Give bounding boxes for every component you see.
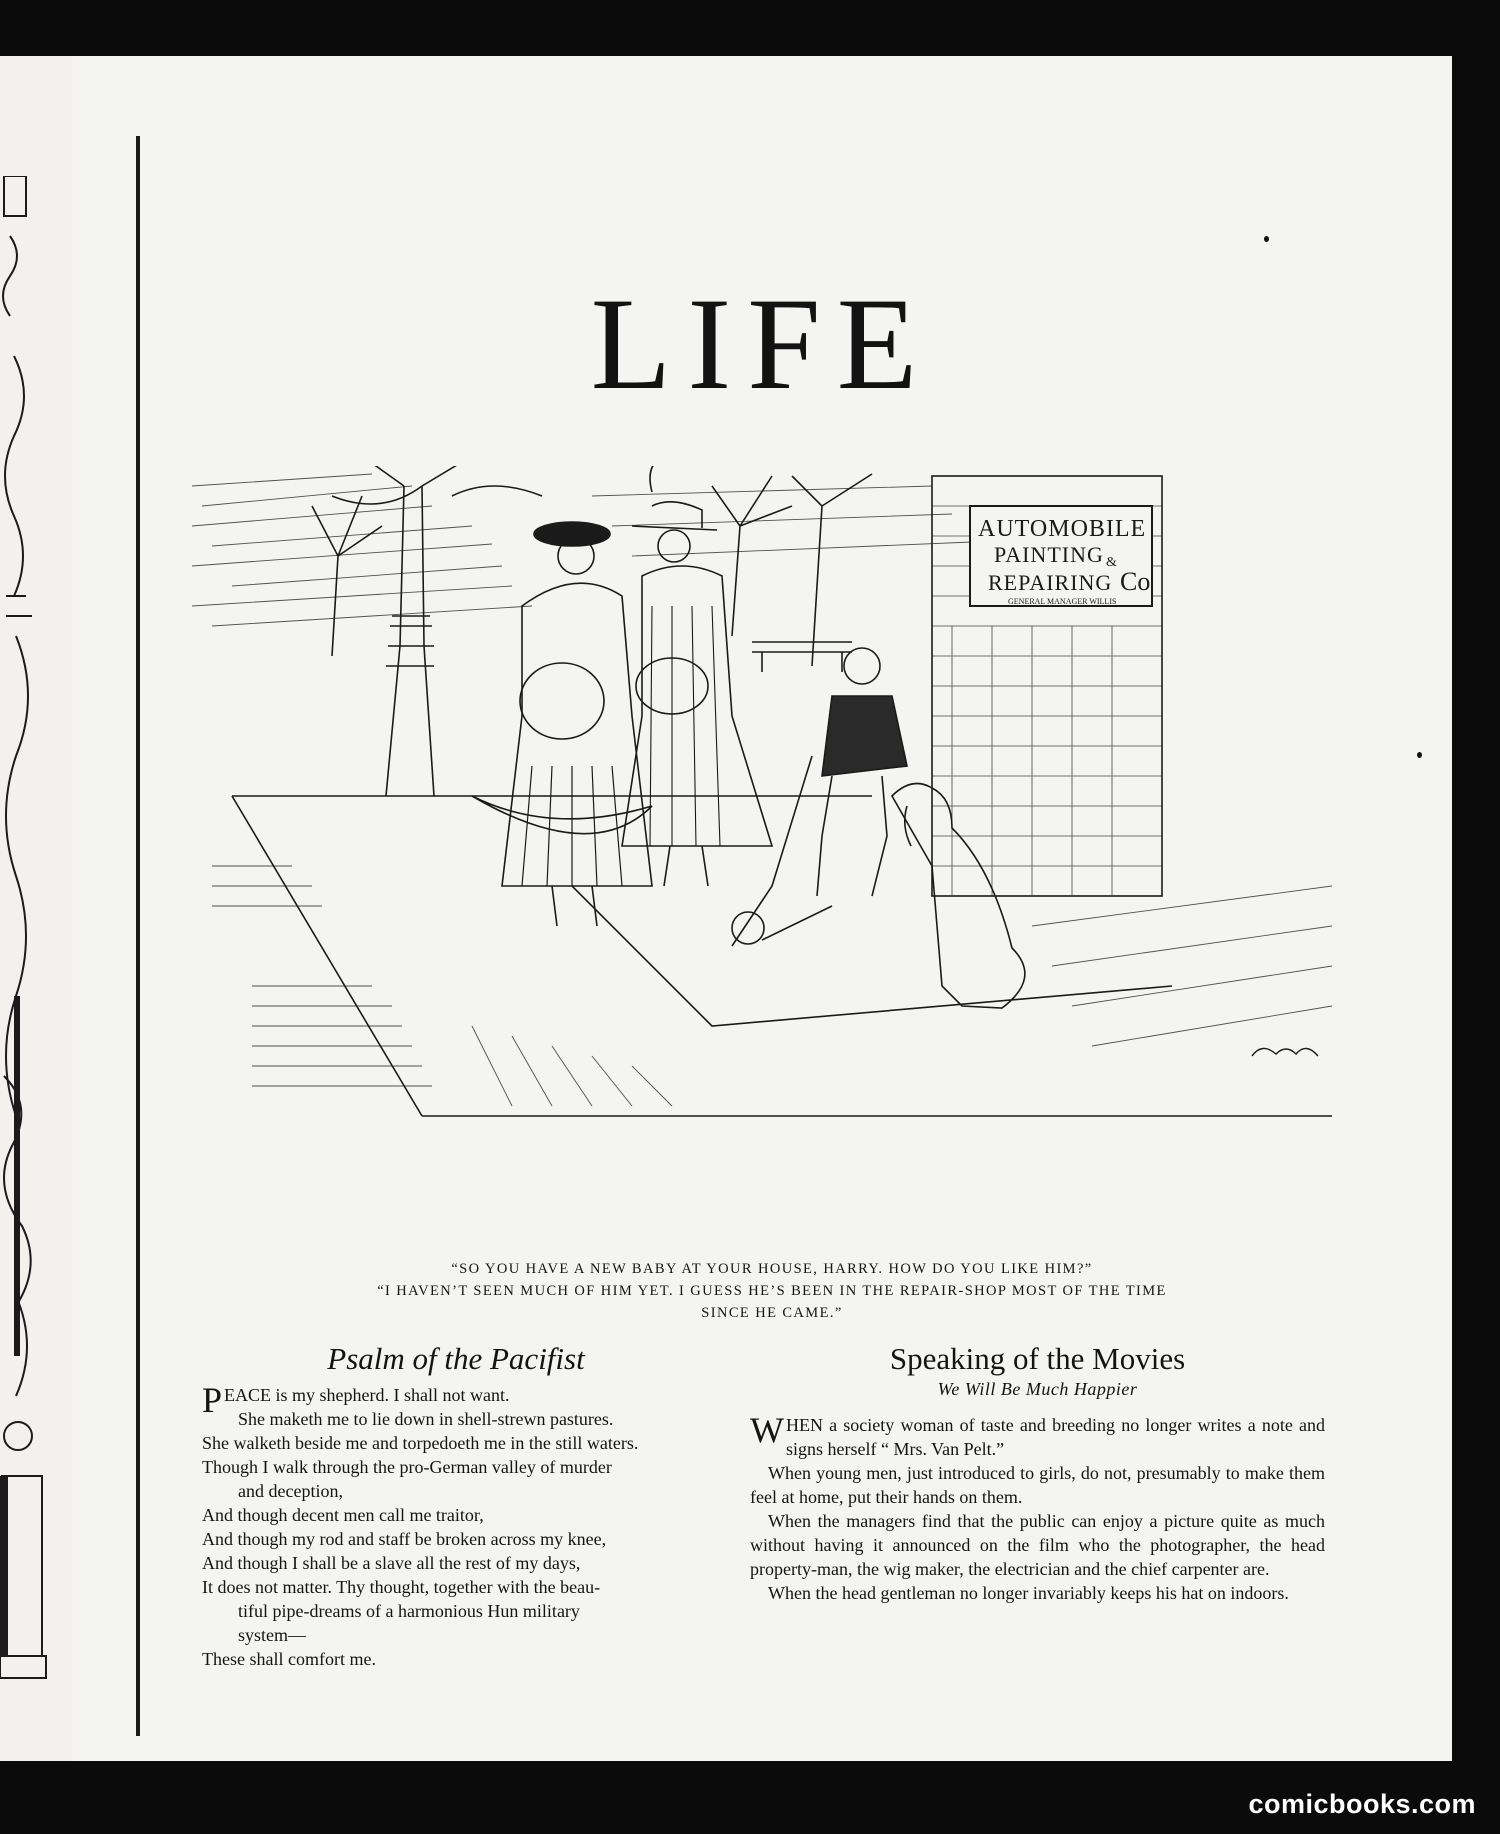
sign-line-1: AUTOMOBILE xyxy=(978,516,1147,542)
boy-with-scooter xyxy=(732,648,907,946)
poem-line: And though my rod and staff be broken across my knee, xyxy=(202,1529,607,1549)
poem-line: These shall comfort me. xyxy=(202,1649,376,1669)
article-paragraph: When the managers find that the public can enjoy a picture quite as much without having it announced on the film who the photographer, the head property-man, the wig maker, the electrician and the chief carpenter are. xyxy=(750,1511,1325,1579)
article-column xyxy=(750,1341,1325,1605)
sign-line-3: REPAIRING xyxy=(988,570,1113,595)
cartoon-caption xyxy=(322,1258,1222,1324)
sign-small-print: GENERAL MANAGER WILLIS xyxy=(1008,597,1117,606)
poem-line: And though I shall be a slave all the rest of my days, xyxy=(202,1553,581,1573)
article-paragraph: When young men, just introduced to girls, do not, presumably to make them feel at home, put their hands on them. xyxy=(750,1463,1325,1507)
cartoon-illustration xyxy=(172,466,1352,1246)
sign-co: Co xyxy=(1120,567,1151,596)
poem-line: Though I walk through the pro-German valley of murder xyxy=(202,1457,612,1477)
poem-title: Psalm of the Pacifist xyxy=(327,1341,585,1376)
poem-column xyxy=(202,1341,710,1671)
watermark-text: comicbooks.com xyxy=(1248,1789,1476,1819)
poem-line: tiful pipe-dreams of a harmonious Hun military xyxy=(238,1601,580,1621)
sky-hatching xyxy=(192,474,972,626)
poem-line: system— xyxy=(238,1625,307,1645)
poem-line: She maketh me to lie down in shell-strewn pastures. xyxy=(238,1409,614,1429)
magazine-page xyxy=(72,56,1452,1761)
poem-line: And though decent men call me traitor, xyxy=(202,1505,484,1525)
poem-line: and deception, xyxy=(238,1481,343,1501)
sign-line-2: PAINTING xyxy=(994,542,1104,567)
previous-page-edge xyxy=(0,56,78,1761)
ink-speck xyxy=(1264,236,1269,242)
tree-trunk xyxy=(362,466,472,796)
drop-cap: P xyxy=(202,1380,223,1420)
masthead-title: LIFE xyxy=(590,270,934,417)
poem-line: It does not matter. Thy thought, together with the beau- xyxy=(202,1577,601,1597)
poem-line: She walketh beside me and torpedoeth me in the still waters. xyxy=(202,1433,639,1453)
article-subtitle: We Will Be Much Happier xyxy=(937,1379,1138,1399)
sidewalk xyxy=(232,796,1332,1116)
caption-line: SINCE HE CAME.” xyxy=(701,1305,843,1321)
article-title: Speaking of the Movies xyxy=(889,1341,1186,1376)
ornamental-border-illustration xyxy=(0,176,50,1756)
article-paragraph xyxy=(750,1410,1325,1461)
drop-cap: W xyxy=(750,1410,784,1450)
article-paragraph: When the head gentleman no longer invariably keeps his hat on indoors. xyxy=(768,1583,1289,1603)
poem-line-text: EACE is my shepherd. I shall not want. xyxy=(224,1385,510,1405)
older-woman-figure xyxy=(472,522,652,926)
article-paragraph-text: HEN a society woman of taste and breeding no longer writes a note and signs herself “ Mrs. Van Pelt.” xyxy=(785,1415,1325,1459)
caption-line: “SO YOU HAVE A NEW BABY AT YOUR HOUSE, HARRY. HOW DO YOU LIKE HIM?” xyxy=(451,1261,1093,1277)
park-bench xyxy=(752,642,852,672)
caption-line: “I HAVEN’T SEEN MUCH OF HIM YET. I GUESS HE’S BEEN IN THE REPAIR-SHOP MOST OF THE TIME xyxy=(377,1283,1167,1299)
artist-signature xyxy=(1252,1048,1318,1056)
ink-speck xyxy=(1417,752,1422,758)
background-trees xyxy=(312,474,872,666)
sign-ampersand: & xyxy=(1106,555,1117,570)
